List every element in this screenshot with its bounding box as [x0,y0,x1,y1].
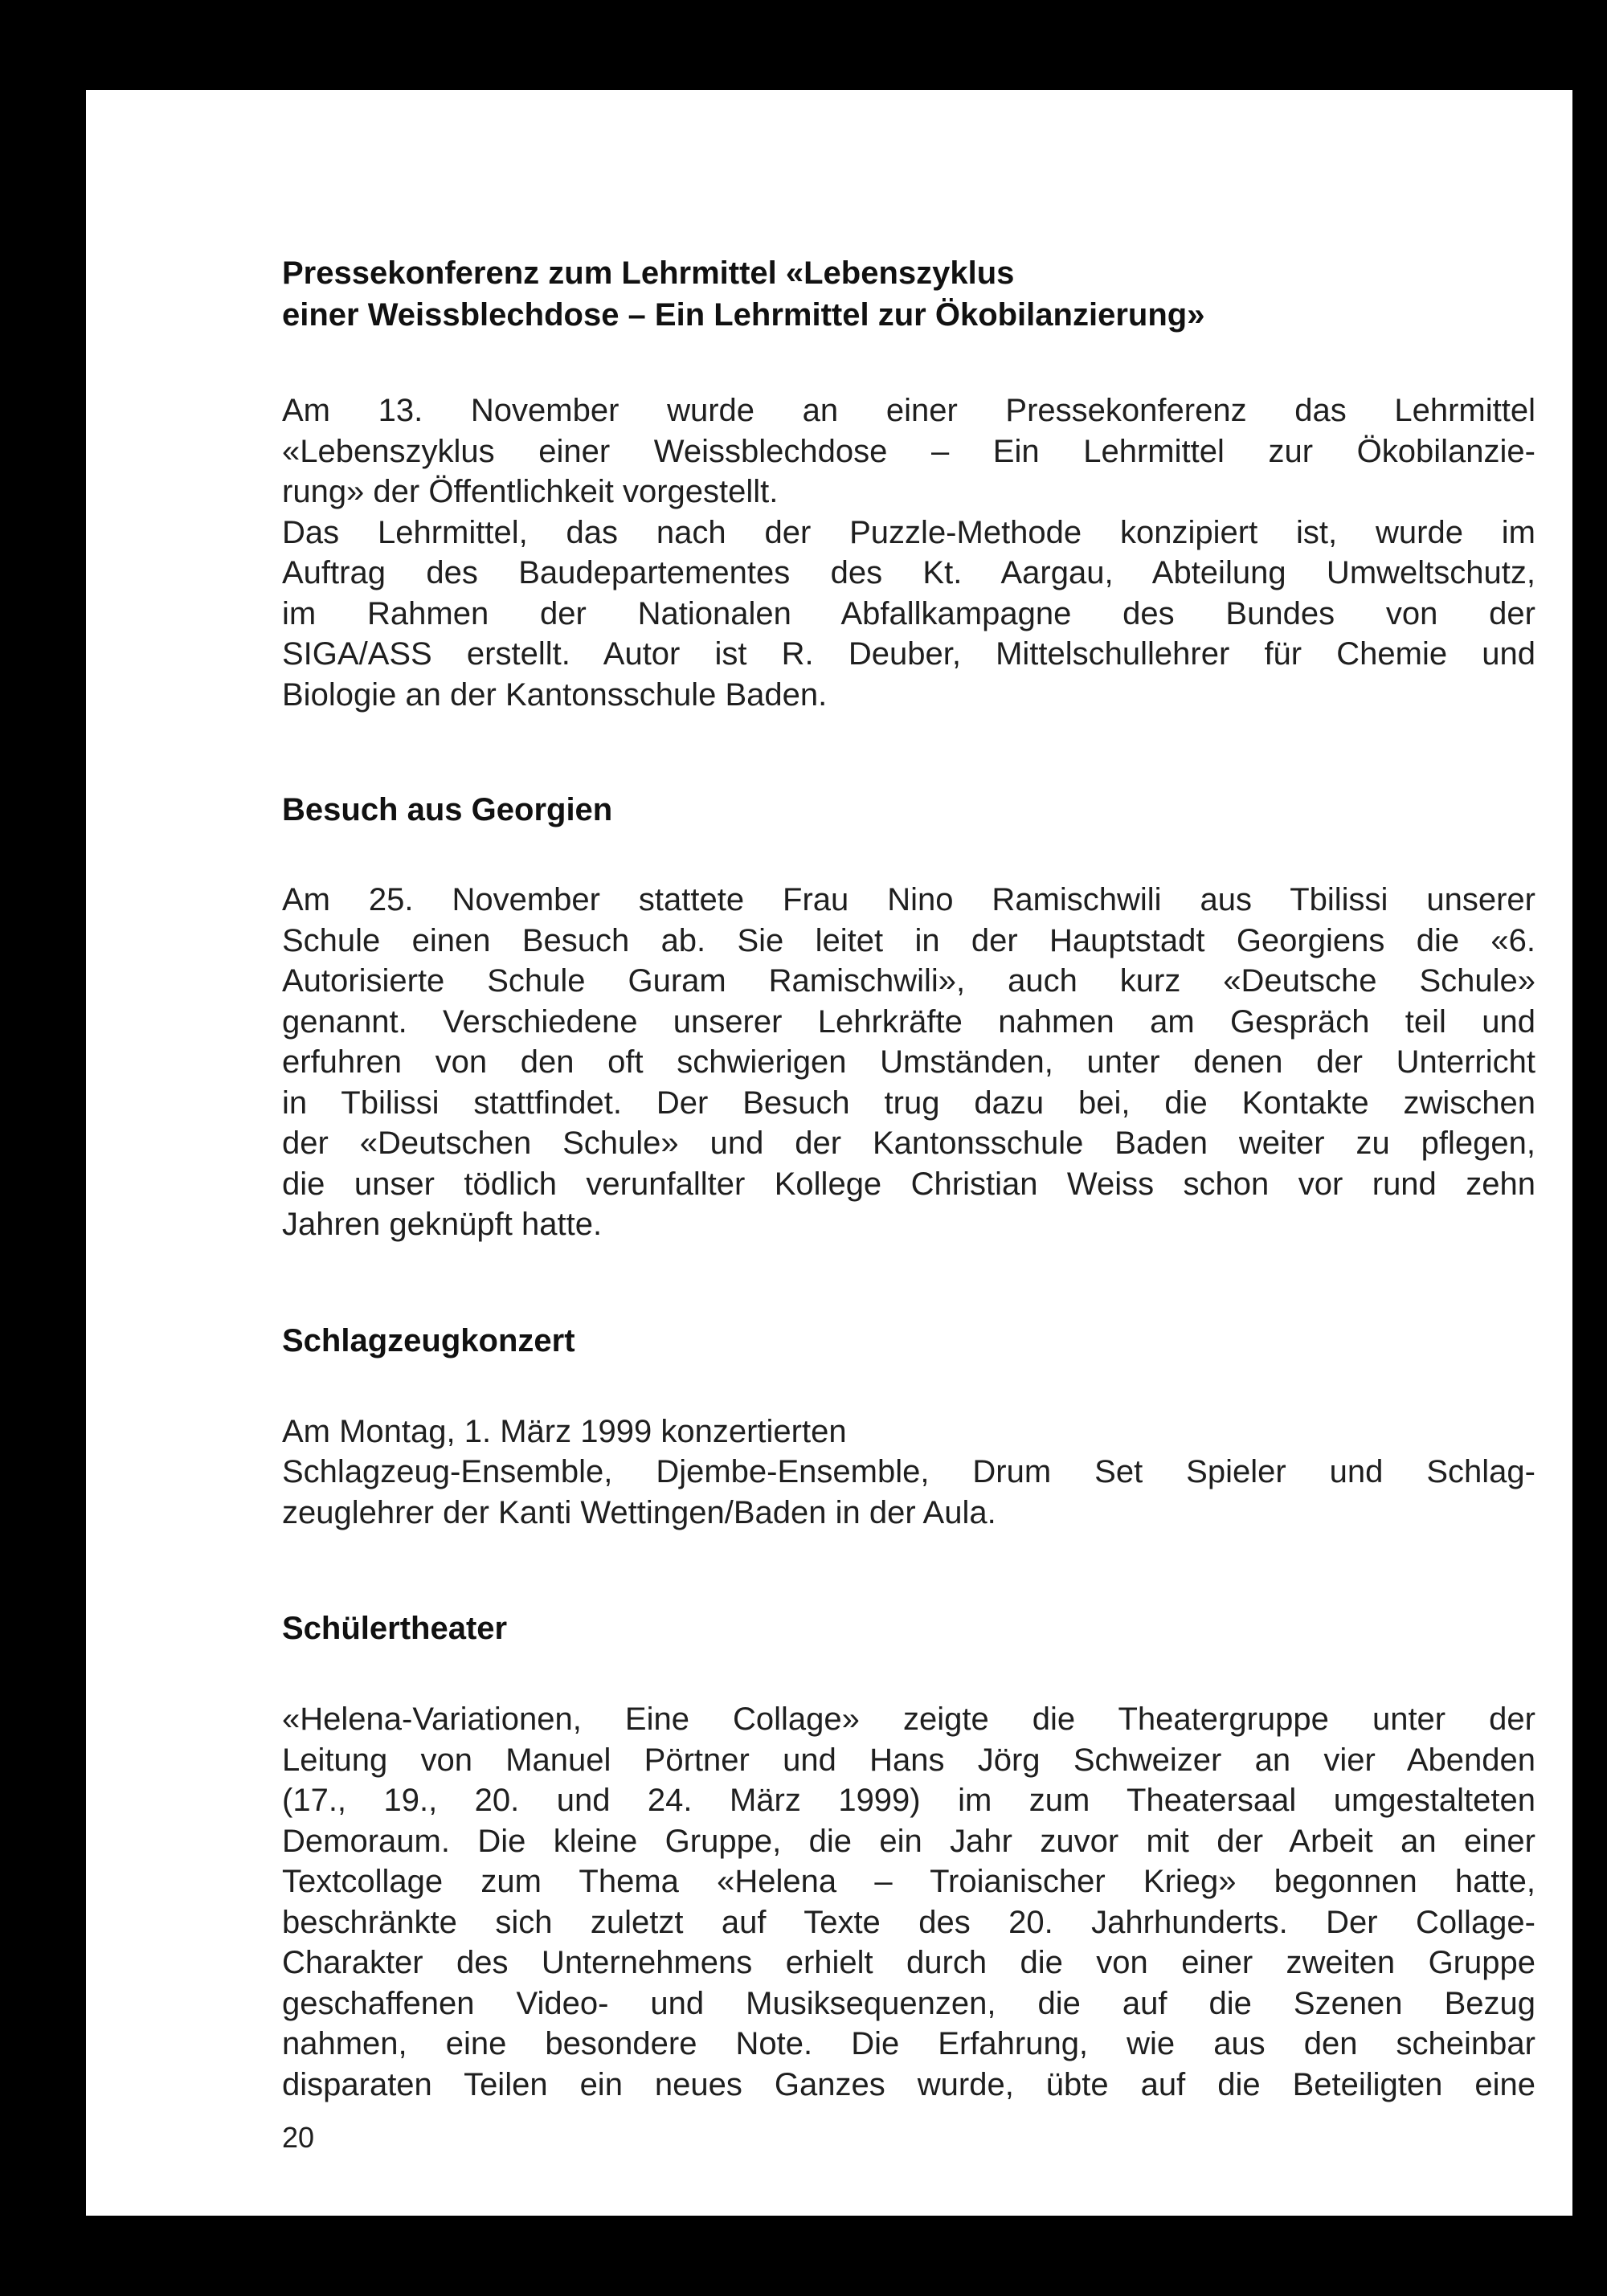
heading-line: Pressekonferenz zum Lehrmittel «Lebenszyklus [282,255,1015,291]
section-heading [282,789,1535,831]
section-besuch-aus-georgien [282,789,1535,1245]
heading-line: Besuch aus Georgien [282,792,613,827]
text-line: SIGA/ASS erstellt. Autor ist R. Deuber, Mittelschullehrer für Chemie und [282,636,1535,672]
text-line: die unser tödlich verunfallter Kollege Christian Weiss schon vor rund zehn [282,1166,1535,1202]
section-paragraph [282,390,1535,715]
text-line: Auftrag des Baudepartementes des Kt. Aargau, Abteilung Umweltschutz, [282,555,1535,590]
text-line: «Helena-Variationen, Eine Collage» zeigte die Theatergruppe unter der [282,1702,1535,1737]
text-line: im Rahmen der Nationalen Abfallkampagne des Bundes von der [282,595,1535,631]
text-line: der «Deutschen Schule» und der Kantonsschule Baden weiter zu pflegen, [282,1126,1535,1161]
text-line: geschaffenen Video- und Musiksequenzen, die auf die Szenen Bezug [282,1985,1535,2021]
page-content [282,252,1535,2105]
text-line: erfuhren von den oft schwierigen Umständen, unter denen der Unterricht [282,1044,1535,1080]
text-line: «Lebenszyklus einer Weissblechdose – Ein Lehrmittel zur Ökobilanzie- [282,433,1535,469]
text-line: Am 13. November wurde an einer Pressekonferenz das Lehrmittel [282,393,1535,428]
section-pressekonferenz [282,252,1535,715]
text-line: (17., 19., 20. und 24. März 1999) im zum Theatersaal umgestalteten [282,1783,1535,1818]
text-line: Leitung von Manuel Pörtner und Hans Jörg Schweizer an vier Abenden [282,1742,1535,1778]
text-line: disparaten Teilen ein neues Ganzes wurde, übte auf die Beteiligten eine [282,2066,1535,2102]
text-line: zeuglehrer der Kanti Wettingen/Baden in der Aula. [282,1494,996,1530]
section-heading [282,1608,1535,1649]
text-line: Autorisierte Schule Guram Ramischwili», auch kurz «Deutsche Schule» [282,963,1535,999]
section-paragraph [282,880,1535,1245]
text-line: beschränkte sich zuletzt auf Texte des 20. Jahrhunderts. Der Collage- [282,1904,1535,1940]
text-line: in Tbilissi stattfindet. Der Besuch trug dazu bei, die Kontakte zwischen [282,1085,1535,1121]
text-line: genannt. Verschiedene unserer Lehrkräfte nahmen am Gespräch teil und [282,1003,1535,1040]
section-heading [282,1320,1535,1362]
text-line: Das Lehrmittel, das nach der Puzzle-Methode konzipiert ist, wurde im [282,514,1535,550]
text-line: Am 25. November stattete Frau Nino Ramischwili aus Tbilissi unserer [282,882,1535,917]
section-paragraph [282,1699,1535,2105]
text-line: nahmen, eine besondere Note. Die Erfahrung, wie aus den scheinbar [282,2026,1535,2061]
document-page [86,90,1572,2216]
heading-line: Schlagzeugkonzert [282,1322,575,1358]
page-number: 20 [282,2121,315,2154]
section-schuelertheater [282,1608,1535,2105]
text-line: Demoraum. Die kleine Gruppe, die ein Jahr zuvor mit der Arbeit an einer [282,1823,1535,1859]
text-line: Schule einen Besuch ab. Sie leitet in der Hauptstadt Georgiens die «6. [282,922,1535,958]
text-line: Schlagzeug-Ensemble, Djembe-Ensemble, Drum Set Spieler und Schlag- [282,1454,1535,1489]
section-heading [282,252,1535,336]
text-line: rung» der Öffentlichkeit vorgestellt. [282,474,779,509]
text-line: Jahren geknüpft hatte. [282,1207,603,1242]
text-line: Charakter des Unternehmens erhielt durch die von einer zweiten Gruppe [282,1945,1535,1980]
heading-line: einer Weissblechdose – Ein Lehrmittel zur Ökobilanzierung» [282,297,1205,333]
heading-line: Schülertheater [282,1611,508,1646]
section-paragraph [282,1412,1535,1534]
text-line: Textcollage zum Thema «Helena – Troianischer Krieg» begonnen hatte, [282,1864,1535,1899]
text-line: Am Montag, 1. März 1999 konzertierten [282,1413,847,1449]
text-line: Biologie an der Kantonsschule Baden. [282,676,828,713]
section-schlagzeugkonzert [282,1320,1535,1534]
